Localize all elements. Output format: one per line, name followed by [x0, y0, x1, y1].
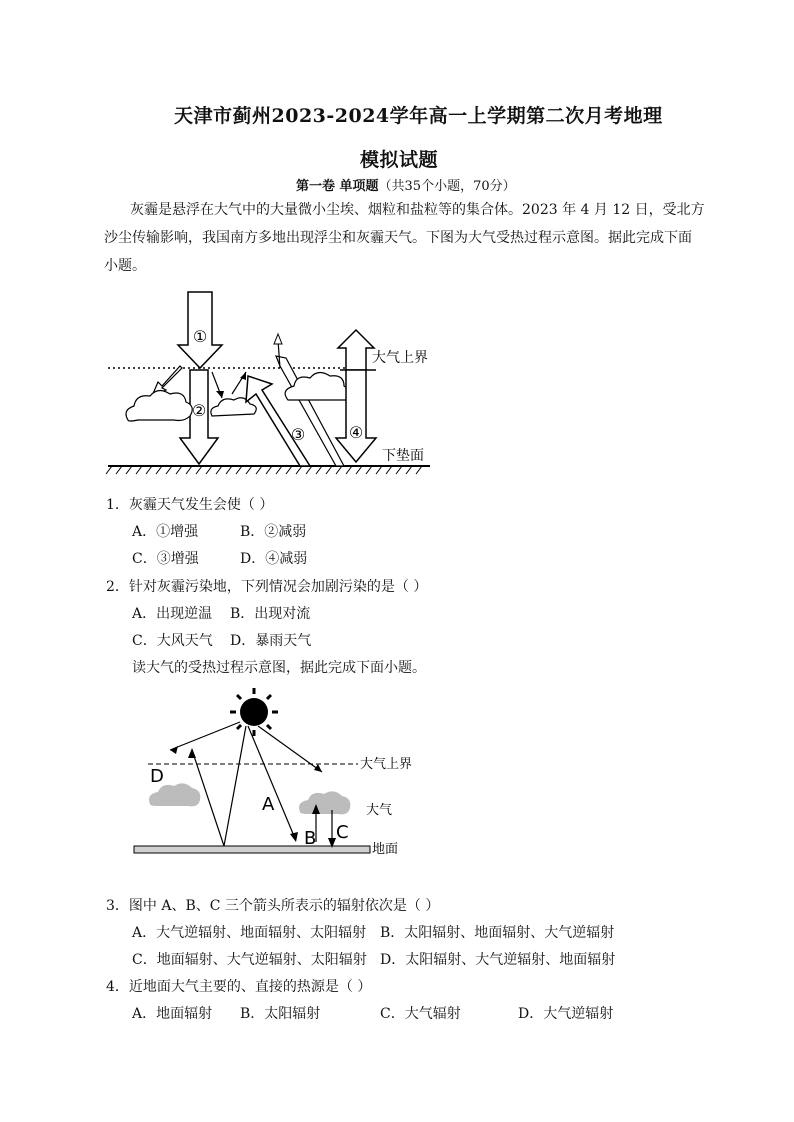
label-c: C [336, 822, 349, 843]
ray-to-d [170, 722, 240, 750]
q4-option-c[interactable]: C．大气辐射 [380, 1006, 461, 1022]
section-heading-bold: 第一卷 单项题 [296, 179, 379, 194]
section-heading-note: （共35个小题，70分） [378, 179, 516, 194]
q1-option-a[interactable]: A．①增强 [132, 524, 199, 540]
intro-line-1: 灰霾是悬浮在大气中的大量微小尘埃、烟粒和盐粒等的集合体。2023 年 4 月 12 日，受北方 [130, 202, 705, 218]
label-underlying-surface: 下垫面 [382, 448, 424, 464]
cloud-middle [211, 398, 256, 416]
q4-option-d[interactable]: D．大气逆辐射 [518, 1006, 614, 1022]
atmosphere-heating-diagram-2 [130, 686, 430, 862]
mark-1: ① [192, 327, 208, 346]
question-2-stem: 2．针对灰霾污染地，下列情况会加剧污染的是（ ） [106, 579, 428, 595]
arrow-a [248, 726, 294, 836]
intro-2: 读大气的受热过程示意图，据此完成下面小题。 [132, 660, 426, 676]
cloud-left [126, 390, 192, 421]
ground-surface [106, 466, 430, 474]
label-upper-atmosphere: 大气上界 [372, 350, 428, 366]
q3-option-b[interactable]: B．太阳辐射、地面辐射、大气逆辐射 [380, 925, 615, 941]
q2-option-b[interactable]: B．出现对流 [230, 606, 311, 622]
sun-icon [230, 688, 278, 736]
q3-option-d[interactable]: D．太阳辐射、大气逆辐射、地面辐射 [380, 952, 616, 968]
title-line-1: 天津市蓟州2023-2024学年高一上学期第二次月考地理 [174, 105, 663, 127]
q1-option-c[interactable]: C．③增强 [132, 551, 199, 567]
title-line-2: 模拟试题 [360, 149, 439, 171]
q2-option-c[interactable]: C．大风天气 [132, 633, 213, 649]
ground-2 [134, 846, 370, 853]
intro-line-2: 沙尘传输影响，我国南方多地出现浮尘和灰霾天气。下图为大气受热过程示意图。据此完成下面 [104, 230, 692, 246]
label-a: A [262, 794, 275, 815]
q2-option-d[interactable]: D．暴雨天气 [230, 633, 312, 649]
label-upper-atmosphere-2: 大气上界 [360, 757, 413, 772]
q1-option-b[interactable]: B．②减弱 [240, 524, 307, 540]
q4-option-a[interactable]: A．地面辐射 [132, 1006, 213, 1022]
mark-2: ② [191, 401, 207, 420]
q3-option-a[interactable]: A．大气逆辐射、地面辐射、太阳辐射 [132, 925, 367, 941]
label-d: D [150, 766, 164, 787]
section-heading [296, 175, 516, 194]
question-3-stem: 3．图中 A、B、C 三个箭头所表示的辐射依次是（ ） [106, 898, 440, 914]
label-atmosphere: 大气 [366, 803, 393, 818]
ray-reflect-up [192, 726, 246, 846]
q2-option-a[interactable]: A．出现逆温 [132, 606, 213, 622]
q4-option-b[interactable]: B．太阳辐射 [240, 1006, 321, 1022]
q1-option-d[interactable]: D．④减弱 [240, 551, 308, 567]
cloud-right-2 [299, 791, 350, 814]
band-3-upper [276, 356, 344, 466]
label-b: B [304, 828, 317, 849]
arrow-4-up [338, 330, 374, 370]
label-ground: 地面 [372, 842, 399, 857]
atmosphere-heating-diagram-1 [100, 290, 460, 480]
ray-to-cloud [258, 726, 322, 772]
intro-line-3: 小题。 [104, 258, 146, 274]
mark-3: ③ [290, 425, 306, 444]
mark-4: ④ [348, 423, 364, 442]
q3-option-c[interactable]: C．地面辐射、大气逆辐射、太阳辐射 [132, 952, 367, 968]
question-4-stem: 4．近地面大气主要的、直接的热源是（ ） [106, 979, 372, 995]
question-1-stem: 1．灰霾天气发生会使（ ） [106, 497, 274, 513]
